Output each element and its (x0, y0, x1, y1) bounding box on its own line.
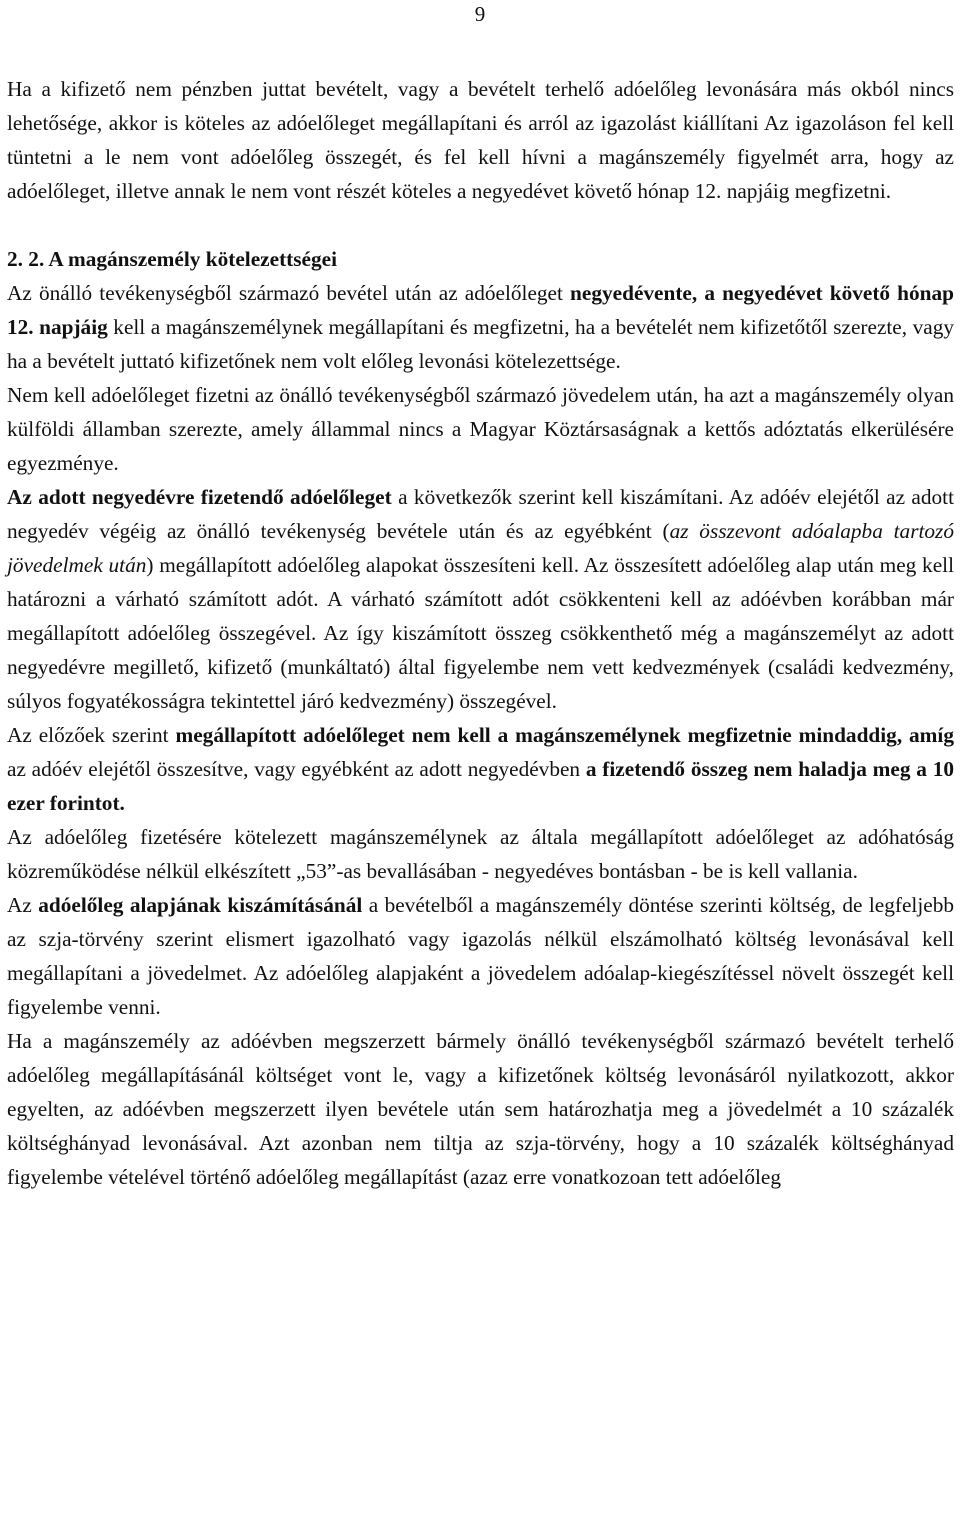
paragraph-obligations: Az önálló tevékenységből származó bevétel után az adóelőleget negyedévente, a negyedévet követő hónap 12. napjáig kell a magánszemélynek megállapítani és megfizetni, ha a bevételét nem kifizetőtől szerezte, vagy ha a bevételt juttató kifizetőnek nem volt előleg levonási kötelezettsége. (7, 281, 954, 373)
paragraph-basis: Az adóelőleg alapjának kiszámításánál a bevételből a magánszemély döntése szerinti költség, de legfeljebb az szja-törvény szerint elismert igazolható vagy igazolás nélkül elszámolható költség levonásával kell megállapítani a jövedelmet. Az adóelőleg alapjaként a jövedelem adóalap-kiegészítéssel növelt összegét kell figyelembe venni. (7, 893, 954, 1019)
paragraph-threshold: Az előzőek szerint megállapított adóelőleget nem kell a magánszemélynek megfizetnie mindaddig, amíg az adóév elejétől összesítve, vagy egyébként az adott negyedévben a fizetendő összeg nem haladja meg a 10 ezer forintot. (7, 723, 954, 815)
paragraph-cost-ratio: Ha a magánszemély az adóévben megszerzett bármely önálló tevékenységből származó bevételt terhelő adóelőleg megállapításánál költséget vont le, vagy a kifizetőnek költség levonásáról nyilatkozott, akkor egyelten, az adóévben megszerzett ilyen bevétele után sem határozhatja meg a jövedelmét a 10 százalék költséghányad levonásával. Azt azonban nem tiltja az szja-törvény, hogy a 10 százalék költséghányad figyelembe vételével történő adóelőleg megállapítást (azaz erre vonatkozoan tett adóelőleg (7, 1029, 954, 1189)
paragraph-foreign: Nem kell adóelőleget fizetni az önálló tevékenységből származó jövedelem után, ha azt a magánszemély olyan külföldi államban szerezte, amely állammal nincs a Magyar Köztársaságnak a kettős adóztatás elkerülésére egyezménye. (7, 383, 954, 475)
section-heading: 2. 2. A magánszemély kötelezettségei (7, 247, 338, 271)
page-number: 9 (474, 2, 486, 26)
paragraph-intro: Ha a kifizető nem pénzben juttat bevételt, vagy a bevételt terhelő adóelőleg levonására más okból nincs lehetősége, akkor is köteles az adóelőleget megállapítani és arról az igazolást kiállítani Az igazoláson fel kell tüntetni a le nem vont adóelőleg összegét, és fel kell hívni a magánszemély figyelmét arra, hogy az adóelőleget, illetve annak le nem vont részét köteles a negyedévet követő hónap 12. napjáig megfizetni. (7, 77, 954, 203)
document-body (7, 72, 954, 1194)
paragraph-calculation: Az adott negyedévre fizetendő adóelőleget a következők szerint kell kiszámítani. Az adóév elejétől az adott negyedév végéig az önálló tevékenység bevétele után és az egyébként (az összevont adóalapba tartozó jövedelmek után) megállapított adóelőleg alapokat összesíteni kell. Az összesített adóelőleg alap után meg kell határozni a várható számított adót. A várható számított adót csökkenteni kell az adóévben korábban már megállapított adóelőleg összegével. Az így kiszámított összeg csökkenthető még a magánszemélyt az adott negyedévre megillető, kifizető (munkáltató) által figyelembe nem vett kedvezmények (családi kedvezmény, súlyos fogyatékosságra tekintettel járó kedvezmény) összegével. (7, 485, 955, 713)
paragraph-declaration: Az adóelőleg fizetésére kötelezett magánszemélynek az általa megállapított adóelőleget az adóhatóság közreműködése nélkül elkészített „53”-as bevallásában - negyedéves bontásban - be is kell vallania. (7, 825, 954, 883)
